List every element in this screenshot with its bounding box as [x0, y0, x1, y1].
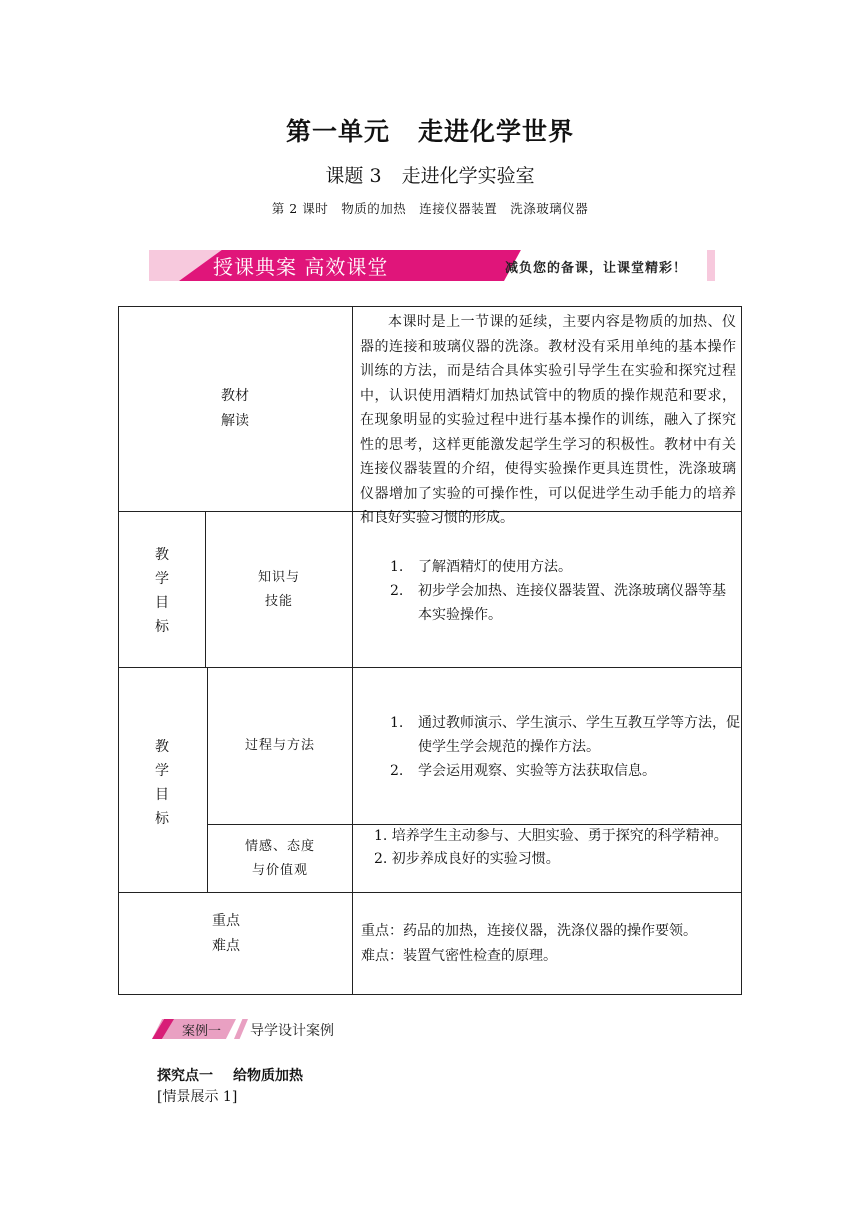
material-label-line2: 解读 [221, 412, 249, 429]
emotion-attitude-label-line2: 与价值观 [251, 863, 308, 878]
list-item [390, 711, 741, 759]
goals-char-2: 学 [155, 571, 169, 587]
goals-vertical-label-1 [152, 543, 172, 639]
emotion-item-1: 1. 培养学生主动参与、大胆实验、勇于探究的科学精神。 [374, 828, 728, 844]
period-title: 第 2 课时 物质的加热 连接仪器装置 洗涤玻璃仪器 [271, 201, 589, 216]
unit-title-name: 走进化学世界 [418, 117, 575, 146]
unit-title [0, 112, 860, 148]
table-border-top [118, 306, 742, 307]
material-text: 本课时是上一节课的延续，主要内容是物质的加热、仪器的连接和玻璃仪器的洗涤。教材没有采用单纯的基本操作训练的方法，而是结合具体实验引导学生在实验和探究过程中，认识使用酒精灯加热试管中的物质的操作规范和要求，在现象明显的实验过程中进行基本操作的训练，融入了探究性的思考，这样更能激发起学生学习的积极性。教材中有关连接仪器装置的介绍，使得实验操作更具连贯性，洗涤玻璃仪器增加了实验的可操作性，可以促进学生动手能力的培养和良好实验习惯的形成。 [360, 314, 736, 526]
material-label [118, 384, 352, 433]
goals-char-4: 标 [155, 811, 169, 827]
key-label: 重点 [212, 913, 240, 929]
knowledge-skill-items [390, 555, 736, 627]
section-heading-number: 探究点一 [157, 1068, 213, 1084]
lesson-title [0, 161, 860, 188]
material-label-line1: 教材 [221, 388, 249, 404]
list-item-number: 2. [390, 583, 404, 599]
emotion-attitude-items [362, 825, 738, 871]
row-divider-2 [118, 667, 742, 668]
banner-edge [707, 250, 715, 281]
list-item [390, 759, 741, 783]
section-heading [157, 1065, 303, 1085]
lesson-number: 课题 3 [325, 165, 382, 187]
list-item-text: 学会运用观察、实验等方法获取信息。 [418, 763, 656, 779]
emotion-attitude-label-line1: 情感、态度 [244, 839, 315, 854]
list-item-text: 了解酒精灯的使用方法。 [418, 559, 572, 575]
teaching-plan-table [118, 306, 742, 995]
goals-char-3: 目 [155, 595, 169, 611]
list-item [390, 555, 736, 579]
list-item-text: 通过教师演示、学生演示、学生互教互学等方法，促使学生学会规范的操作方法。 [418, 715, 740, 755]
banner-sub-text: 减负您的备课，让课堂精彩！ [505, 261, 688, 276]
difficulty-point-text: 难点：装置气密性检查的原理。 [361, 947, 557, 964]
list-item-number: 2. [390, 763, 404, 779]
row-divider-4 [118, 892, 742, 893]
banner [149, 250, 715, 281]
case-label [152, 1019, 352, 1039]
goals-char-4: 标 [155, 619, 169, 635]
banner-main-text: 授课典案 高效课堂 [213, 255, 389, 279]
key-difficulty-label [118, 909, 334, 958]
table-border-bottom [118, 994, 742, 995]
goals-char-2: 学 [155, 763, 169, 779]
goals-vertical-label-2 [152, 735, 172, 831]
case-tag: 案例一 [182, 1024, 222, 1039]
scene-label: [情景展示 1] [157, 1089, 238, 1105]
list-item-text: 初步学会加热、连接仪器装置、洗涤玻璃仪器等基本实验操作。 [418, 583, 726, 623]
emotion-attitude-label [208, 835, 352, 883]
section-heading-title: 给物质加热 [233, 1068, 303, 1084]
case-title: 导学设计案例 [250, 1023, 334, 1039]
list-item-number: 1. [390, 715, 404, 731]
goals-char-3: 目 [155, 787, 169, 803]
process-method-label: 过程与方法 [244, 738, 315, 753]
process-method-items [390, 711, 741, 783]
key-point-text: 重点：药品的加热，连接仪器，洗涤仪器的操作要领。 [361, 923, 697, 939]
difficulty-label: 难点 [212, 937, 240, 954]
list-item-number: 1. [390, 559, 404, 575]
goals-char-1: 教 [155, 739, 169, 755]
unit-title-number: 第一单元 [285, 117, 390, 146]
knowledge-skill-label-line2: 技能 [264, 594, 293, 609]
knowledge-skill-label-line1: 知识与 [257, 570, 300, 585]
key-difficulty-text [361, 919, 737, 968]
knowledge-skill-label [206, 566, 352, 614]
case-tag-slash [234, 1019, 248, 1039]
goals-char-1: 教 [155, 547, 169, 563]
emotion-item-2: 2. 初步养成良好的实验习惯。 [374, 851, 560, 867]
list-item [390, 579, 736, 627]
lesson-name: 走进化学实验室 [401, 165, 535, 187]
